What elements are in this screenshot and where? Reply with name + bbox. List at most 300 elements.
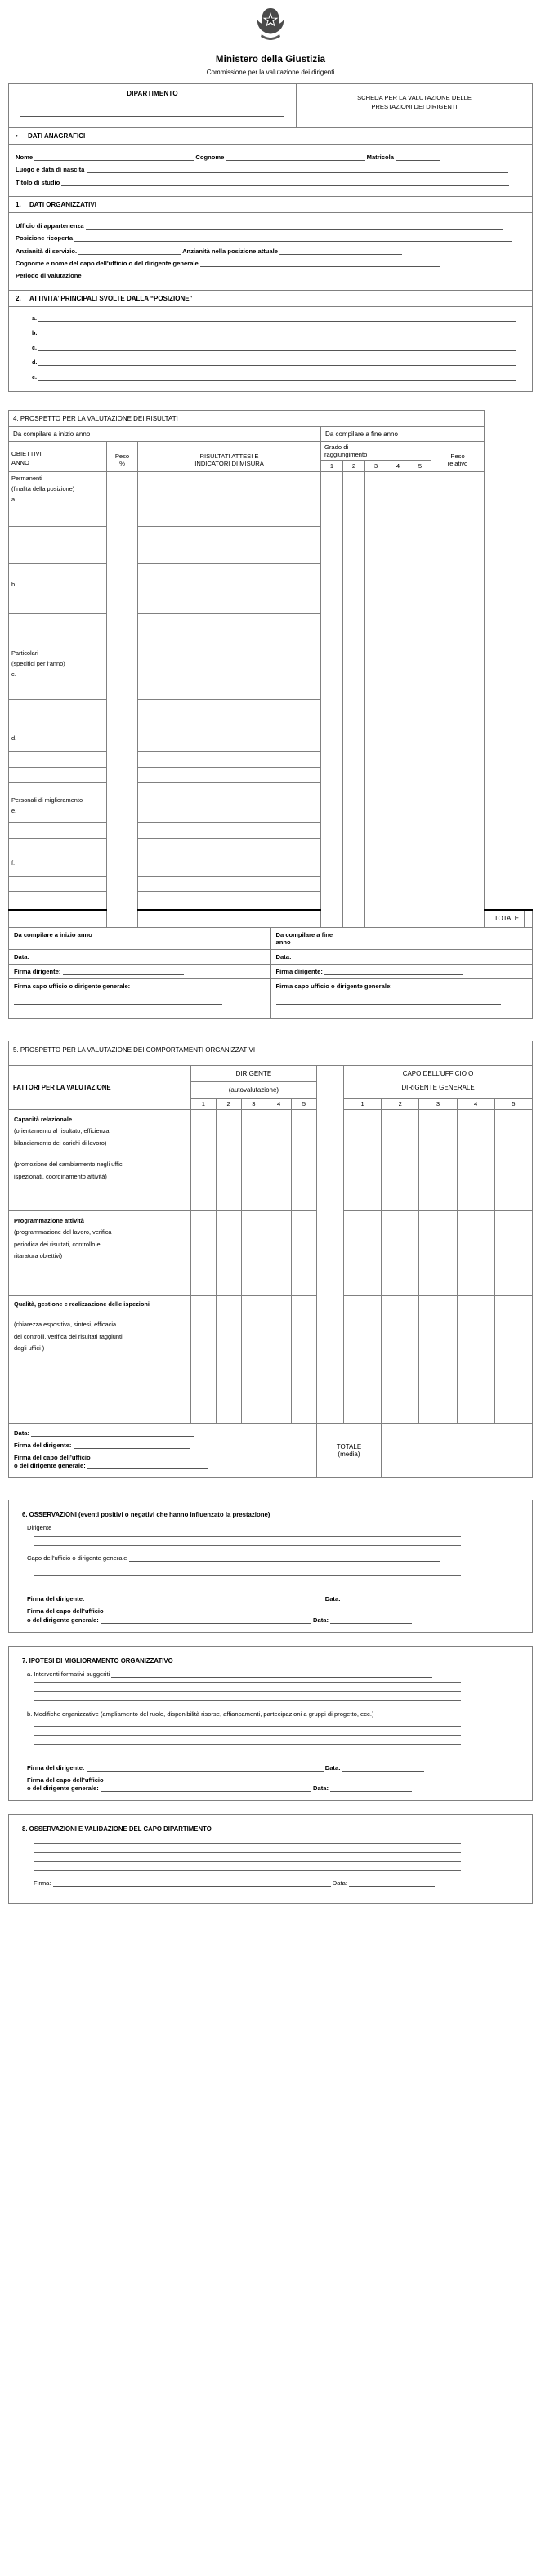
col-obiettivi-line2: ANNO (11, 458, 29, 466)
label-firma-capo-6-line1: Firma del capo dell’ufficio (27, 1607, 104, 1616)
sheet-title-line-1: SCHEDA PER LA VALUTAZIONE DELLE (357, 94, 472, 101)
emblem-container (0, 0, 541, 47)
label-firma-capo-7-line1: Firma del capo dell’ufficio (27, 1776, 104, 1784)
commission-subtitle: Commissione per la valutazione dei dirigenti (206, 69, 335, 76)
objective-sub-e1[interactable] (9, 822, 107, 838)
col-risultati (138, 441, 321, 471)
input-firma-dirigente-right[interactable] (324, 974, 463, 975)
section7-title: 7. IPOTESI DI MIGLIORAMENTO ORGANIZZATIVO (22, 1656, 173, 1665)
scale-cell-5: 5 (409, 460, 431, 471)
section8-title: 8. OSSERVAZIONI E VALIDAZIONE DEL CAPO DIPARTIMENTO (22, 1825, 212, 1834)
group-name-line1: Personali di miglioramento (11, 796, 83, 804)
table-row (9, 1295, 533, 1423)
grado-col-2[interactable] (343, 471, 365, 927)
objective-label-b (9, 563, 107, 599)
scale-cell-4: 4 (387, 460, 409, 471)
col-obiettivi-line2-wrap (11, 459, 104, 466)
scale-cell-3: 3 (365, 460, 387, 471)
row-luogo-data-nascita (16, 167, 525, 173)
risultati-cell-c[interactable] (138, 613, 321, 699)
input-firma-capo-5[interactable] (87, 1468, 208, 1469)
col-capo-line2: DIRIGENTE GENERALE (401, 1084, 475, 1092)
score-dir-0-5[interactable] (292, 1109, 317, 1210)
input-attivita-c[interactable] (38, 350, 516, 351)
input-capo-6-line3[interactable] (34, 1575, 461, 1576)
score-capo-2-3[interactable] (419, 1295, 457, 1423)
capo-scale-3: 3 (419, 1098, 457, 1109)
section4-signature-table (8, 928, 533, 1019)
band-end-label: Da compilare a fine anno (321, 426, 485, 441)
section8-body (9, 1815, 532, 1903)
input-data-5[interactable] (31, 1436, 194, 1437)
group-name-line2: (specifici per l’anno) (11, 659, 65, 667)
factor-desc-1-0: (programmazione del lavoro, verifica (14, 1228, 112, 1237)
peso-relativo-column-cell[interactable] (431, 471, 485, 927)
firma-dirigente-row (9, 964, 533, 978)
col-capo-line1: CAPO DELL’UFFICIO O (402, 1070, 474, 1078)
row-capo-ufficio (16, 261, 525, 267)
label-anzianita-servizio: Anzianità di servizio. (16, 247, 78, 255)
scale-cell-2: 2 (343, 460, 365, 471)
input-item-a-7[interactable] (111, 1677, 432, 1678)
risultati-sub-f1[interactable] (138, 876, 321, 891)
score-dir-0-2[interactable] (216, 1109, 241, 1210)
footer-end-spacer (391, 928, 532, 950)
scale-cell-1: 1 (321, 460, 343, 471)
score-capo-0-3[interactable] (419, 1109, 457, 1210)
row-nome-cognome-matricola (16, 154, 525, 161)
section5-signature-cell (9, 1423, 317, 1478)
col-grado (321, 441, 431, 460)
label-capo-ufficio: Cognome e nome del capo dell'ufficio o del dirigente generale (16, 260, 199, 268)
attivita-letter: c. (32, 343, 37, 351)
objective-sub-f1[interactable] (9, 876, 107, 891)
score-capo-0-4[interactable] (457, 1109, 494, 1210)
row-firma-8 (34, 1879, 524, 1887)
score-dir-2-1[interactable] (191, 1295, 217, 1423)
section5-totale-label (316, 1423, 381, 1478)
input-capo-6[interactable] (129, 1561, 440, 1562)
label-firma-capo-6-line2: o del dirigente generale: (27, 1616, 99, 1624)
factor-name-2: Qualità, gestione e realizzazione delle ispezioni (14, 1299, 150, 1308)
list-item (32, 329, 525, 336)
score-capo-0-2[interactable] (382, 1109, 419, 1210)
score-dir-0-3[interactable] (241, 1109, 266, 1210)
score-dir-2-4[interactable] (266, 1295, 292, 1423)
grado-col-4[interactable] (387, 471, 409, 927)
emblem-repubblica-italiana-icon (254, 7, 287, 47)
section-anagrafici-header (9, 127, 532, 144)
row-firma-dirigente-7 (27, 1764, 524, 1772)
label-firma-dirigente-6: Firma del dirigente: (27, 1595, 85, 1603)
factor-desc-0-4: ispezionati, coordinamento attività) (14, 1172, 107, 1180)
capo-scale-1: 1 (344, 1098, 382, 1109)
score-dir-1-4[interactable] (266, 1210, 292, 1295)
risultati-sub-d1[interactable] (138, 751, 321, 767)
col-dirigente: DIRIGENTE (191, 1065, 317, 1081)
grado-col-1[interactable] (321, 471, 343, 927)
totale-media-line2: (media) (338, 1451, 360, 1458)
col-peso-rel-line1: Peso (450, 452, 465, 460)
section5-footer-row (9, 1423, 533, 1478)
footer-firma-capo-right (270, 978, 533, 1018)
risultati-cell-b[interactable] (138, 563, 321, 599)
totale-spacer (9, 910, 321, 928)
factor-gap-2 (14, 1308, 186, 1319)
input-firma-capo-left[interactable] (14, 1004, 222, 1005)
list-item (32, 344, 525, 351)
col-obiettivi-line1: OBIETTIVI (11, 449, 42, 457)
data-row (9, 949, 533, 964)
factor-desc-0-2 (14, 1149, 186, 1159)
department-cell (9, 84, 297, 127)
section-anagrafici-title: DATI ANAGRAFICI (28, 132, 86, 140)
group-name-line1: Permanenti (11, 474, 42, 482)
bullet-marker: • (16, 132, 18, 140)
label-luogo-data-nascita: Luogo e data di nascita (16, 166, 85, 174)
section-attivita-number: 2. (16, 294, 21, 302)
label-cognome: Cognome (195, 154, 225, 161)
label-firma-dirigente-left: Firma dirigente: (14, 967, 61, 975)
objective-label-f (9, 838, 107, 876)
score-dir-1-5[interactable] (292, 1210, 317, 1295)
attivita-letter: b. (32, 328, 38, 336)
risultati-sub-b1[interactable] (138, 599, 321, 613)
row-data-5 (14, 1429, 311, 1437)
totale-media-line1: TOTALE (336, 1443, 362, 1451)
risultati-sub-a1[interactable] (138, 526, 321, 541)
row-dirigente-6 (27, 1524, 524, 1531)
row-firma-dirigente-6 (27, 1595, 524, 1602)
score-capo-0-5[interactable] (494, 1109, 532, 1210)
department-header-row (9, 84, 532, 127)
organizzativi-fields (9, 212, 532, 290)
dir-scale-4: 4 (266, 1098, 292, 1109)
risultati-cell-a[interactable] (138, 471, 321, 526)
grado-col-5[interactable] (409, 471, 431, 927)
row-firma-dirigente-5 (14, 1442, 311, 1449)
input-section8-line1[interactable] (34, 1843, 461, 1844)
risultati-cell-d[interactable] (138, 715, 321, 751)
department-label: DIPARTIMENTO (127, 90, 178, 97)
factor-desc-0-1: bilanciamento dei carichi di lavoro) (14, 1139, 107, 1147)
section5-title: 5. PROSPETTO PER LA VALUTAZIONE DEI COMPORTAMENTI ORGANIZZATIVI (9, 1041, 533, 1065)
objective-sub-c1[interactable] (9, 699, 107, 715)
input-item-a-7-line3[interactable] (34, 1691, 461, 1692)
footer-data-left (9, 949, 271, 964)
footer-firma-dir-right (270, 964, 533, 978)
section-attivita-header (9, 290, 532, 306)
input-firma-capo-7[interactable] (101, 1791, 311, 1792)
score-dir-1-1[interactable] (191, 1210, 217, 1295)
group-letter: e. (11, 806, 17, 814)
input-section8-line2[interactable] (34, 1852, 461, 1853)
row-item-a-7 (27, 1670, 524, 1678)
footer-data-right (270, 949, 533, 964)
department-line-2[interactable] (20, 116, 284, 117)
signature-band-row (9, 928, 533, 950)
footer-start-label: Da compilare a inizio anno (9, 928, 271, 950)
factor-desc-0-0: (orientamento al risultato, efficienza, (14, 1127, 111, 1135)
score-dir-2-2[interactable] (216, 1295, 241, 1423)
input-item-b-7-line3[interactable] (34, 1744, 461, 1745)
factor-name-1: Programmazione attività (14, 1216, 84, 1224)
objective-label-c (9, 613, 107, 699)
score-dir-1-3[interactable] (241, 1210, 266, 1295)
score-capo-2-1[interactable] (344, 1295, 382, 1423)
input-firma-dirigente-5[interactable] (74, 1448, 190, 1449)
label-data-7b: Data: (313, 1785, 329, 1792)
input-titolo-studio[interactable] (61, 185, 509, 186)
section4-title: 4. PROSPETTO PER LA VALUTAZIONE DEI RISULTATI (9, 410, 485, 426)
score-capo-1-5[interactable] (494, 1210, 532, 1295)
dir-scale-1: 1 (191, 1098, 217, 1109)
group-letter: d. (11, 733, 17, 742)
col-separator (316, 1065, 343, 1109)
label-data-left: Data: (14, 952, 29, 960)
label-firma-capo-5-line2: o del dirigente generale: (14, 1462, 86, 1469)
input-item-a-7-line4[interactable] (34, 1700, 461, 1701)
score-capo-2-5[interactable] (494, 1295, 532, 1423)
input-capo-ufficio[interactable] (200, 266, 440, 267)
input-section8-line3[interactable] (34, 1861, 461, 1862)
section4-title-row (9, 410, 533, 426)
label-firma-capo-6-line2-wrap (27, 1616, 524, 1624)
section5-totale-value[interactable] (382, 1423, 533, 1478)
objective-sub-a1[interactable] (9, 526, 107, 541)
label-data-8: Data: (332, 1879, 347, 1887)
group-name-line1: Particolari (11, 648, 38, 657)
band-start-label: Da compilare a inizio anno (9, 426, 321, 441)
factor-desc-0-3: (promozione del cambiamento negli uffici (14, 1161, 124, 1169)
footer-end-label (270, 928, 391, 950)
group-letter: a. (11, 495, 17, 503)
group-letter: c. (11, 670, 16, 678)
input-attivita-d[interactable] (38, 365, 516, 366)
factor-cell-2 (9, 1295, 191, 1423)
score-capo-2-2[interactable] (382, 1295, 419, 1423)
capo-scale-5: 5 (494, 1098, 532, 1109)
score-capo-1-1[interactable] (344, 1210, 382, 1295)
objective-label-e (9, 782, 107, 822)
score-dir-0-1[interactable] (191, 1109, 217, 1210)
label-data-7a: Data: (324, 1763, 341, 1772)
label-firma-8: Firma: (34, 1879, 51, 1887)
risultati-cell-e[interactable] (138, 782, 321, 822)
label-anzianita-posizione: Anzianità nella posizione attuale (182, 247, 278, 255)
label-titolo-studio: Titolo di studio (16, 178, 60, 186)
sheet-title-line-2: PRESTAZIONI DEI DIRIGENTI (371, 103, 458, 110)
input-ufficio[interactable] (86, 229, 503, 230)
col-obiettivi (9, 441, 107, 471)
col-peso (107, 441, 138, 471)
label-firma-dirigente-7: Firma del dirigente: (27, 1763, 85, 1772)
objective-sub-a2[interactable] (9, 541, 107, 563)
section5-title-row (9, 1041, 533, 1065)
list-item (32, 314, 525, 322)
col-grado-line1: Grado di (324, 443, 349, 451)
section6-title: 6. OSSERVAZIONI (eventi positivi o negativi che hanno influenzato la prestazione) (22, 1511, 270, 1519)
col-grado-line2: raggiungimento (324, 450, 368, 458)
section7-frame (8, 1646, 533, 1802)
input-attivita-a[interactable] (38, 321, 516, 322)
factor-name-0: Capacità relazionale (14, 1115, 73, 1123)
score-capo-1-3[interactable] (419, 1210, 457, 1295)
label-dirigente-6: Dirigente (27, 1524, 52, 1532)
section-organizzativi-number: 1. (16, 201, 21, 209)
input-cognome[interactable] (226, 160, 365, 161)
attivita-letter: d. (32, 358, 38, 366)
input-firma-dirigente-7[interactable] (87, 1771, 324, 1772)
list-item (32, 373, 525, 381)
label-firma-capo-right: Firma capo ufficio o dirigente generale: (275, 982, 392, 990)
factor-desc-2-2: dagli uffici ) (14, 1344, 45, 1353)
section6-frame (8, 1500, 533, 1633)
label-posizione: Posizione ricoperta (16, 234, 74, 243)
anagrafici-fields (9, 144, 532, 196)
score-dir-1-2[interactable] (216, 1210, 241, 1295)
section4-container (8, 410, 533, 1019)
col-peso-line1: Peso (114, 452, 130, 460)
dir-scale-2: 2 (216, 1098, 241, 1109)
capo-scale-4: 4 (457, 1098, 494, 1109)
label-firma-capo-7-line2: o del dirigente generale: (27, 1785, 99, 1792)
score-capo-1-2[interactable] (382, 1210, 419, 1295)
label-periodo: Periodo di valutazione (16, 272, 82, 280)
label-data-5: Data: (14, 1428, 29, 1437)
dir-scale-5: 5 (292, 1098, 317, 1109)
input-firma-capo-6[interactable] (101, 1623, 311, 1624)
input-posizione[interactable] (74, 241, 512, 242)
input-data-8[interactable] (349, 1886, 435, 1887)
factor-desc-2-0: (chiarezza espositiva, sintesi, efficacia (14, 1321, 117, 1329)
input-section8-line4[interactable] (34, 1870, 461, 1871)
label-firma-dirigente-5: Firma del dirigente: (14, 1441, 72, 1449)
section4-band-row (9, 426, 533, 441)
objective-label-d (9, 715, 107, 751)
risultati-sub-d2[interactable] (138, 767, 321, 782)
input-firma-capo-right[interactable] (276, 1004, 501, 1005)
score-capo-0-1[interactable] (344, 1109, 382, 1210)
row-ufficio (16, 223, 525, 230)
section7-body (9, 1647, 532, 1801)
input-item-b-7-line2[interactable] (34, 1735, 461, 1736)
label-item-b-7: b. Modifiche organizzative (ampliamento del ruolo, disponibilità risorse, affiancamenti, partecipazioni a gruppi di progetto, ecc.) (27, 1709, 374, 1718)
totale-value[interactable] (525, 910, 533, 928)
row-firma-capo-5 (14, 1454, 311, 1471)
footer-firma-capo-left (9, 978, 271, 1018)
input-dirigente-6-line3[interactable] (34, 1545, 461, 1546)
input-matricola[interactable] (396, 160, 440, 161)
label-matricola: Matricola (366, 154, 394, 161)
factor-desc-1-2: ritaratura obiettivi) (14, 1252, 63, 1260)
footer-end-line2: anno (275, 938, 291, 946)
factor-desc-1-1: periodica dei risultati, controllo e (14, 1240, 101, 1248)
risultati-cell-f[interactable] (138, 838, 321, 876)
row-firma-capo-7 (27, 1776, 524, 1794)
input-item-b-7-line1[interactable] (34, 1726, 461, 1727)
col-capo-ufficio (344, 1065, 533, 1098)
input-luogo-data-nascita[interactable] (87, 172, 508, 173)
firma-capo-row (9, 978, 533, 1018)
input-data-7b[interactable] (330, 1791, 412, 1792)
group-letter: f. (11, 858, 16, 867)
objective-sub-d2[interactable] (9, 767, 107, 782)
sheet-title-cell (297, 84, 532, 127)
score-dir-2-3[interactable] (241, 1295, 266, 1423)
risultati-sub-f2[interactable] (138, 891, 321, 910)
risultati-sub-c1[interactable] (138, 699, 321, 715)
objective-sub-b1[interactable] (9, 599, 107, 613)
objective-sub-d1[interactable] (9, 751, 107, 767)
capo-scale-2: 2 (382, 1098, 419, 1109)
section5-table (8, 1041, 533, 1479)
label-data-6a: Data: (324, 1595, 341, 1603)
label-firma-capo-5-line2-wrap (14, 1462, 311, 1470)
input-attivita-e[interactable] (38, 380, 516, 381)
label-firma-capo-7-line2-wrap (27, 1785, 524, 1793)
risultati-sub-a2[interactable] (138, 541, 321, 563)
input-item-a-7-line2[interactable] (34, 1682, 461, 1683)
list-item (32, 359, 525, 366)
row-anzianita (16, 248, 525, 255)
section-attivita-title: ATTIVITA’ PRINCIPALI SVOLTE DALLA “POSIZIONE” (29, 294, 193, 302)
input-anzianita-servizio[interactable] (78, 254, 181, 255)
ministry-title: Ministero della Giustizia (215, 55, 326, 65)
score-capo-2-4[interactable] (457, 1295, 494, 1423)
attivita-list (9, 306, 532, 391)
input-data-6b[interactable] (330, 1623, 412, 1624)
score-dir-2-5[interactable] (292, 1295, 317, 1423)
col-peso-rel-line2: relativo (447, 459, 468, 467)
col-peso-relativo (431, 441, 485, 471)
score-capo-1-4[interactable] (457, 1210, 494, 1295)
label-data-right: Data: (275, 952, 292, 960)
input-nome[interactable] (34, 160, 194, 161)
peso-column-cell[interactable] (107, 471, 138, 927)
input-data-7a[interactable] (342, 1771, 424, 1772)
section5-container (8, 1041, 533, 1479)
totale-label: TOTALE (485, 910, 525, 928)
col-risultati-line1: RISULTATI ATTESI E (199, 452, 259, 460)
input-anzianita-posizione[interactable] (279, 254, 402, 255)
table-row (9, 471, 533, 526)
col-peso-line2: % (119, 459, 125, 467)
grado-col-3[interactable] (365, 471, 387, 927)
attivita-letter: e. (32, 372, 37, 381)
objective-label-a (9, 471, 107, 526)
label-nome: Nome (16, 154, 34, 161)
risultati-sub-e1[interactable] (138, 822, 321, 838)
footer-end-line1: Da compilare a fine (275, 930, 333, 938)
input-dirigente-6-line2[interactable] (34, 1536, 461, 1537)
input-firma-dirigente-left[interactable] (63, 974, 184, 975)
row-capo-6 (27, 1554, 524, 1562)
factor-separator-cell (316, 1109, 343, 1423)
objective-sub-f2[interactable] (9, 891, 107, 910)
score-dir-0-4[interactable] (266, 1109, 292, 1210)
group-name-line2: (finalità della posizione) (11, 484, 75, 492)
label-firma-capo-5-line1: Firma del capo dell’ufficio (14, 1453, 91, 1461)
col-autovalutazione: (autovalutazione) (191, 1081, 317, 1098)
section5-head-row-1 (9, 1065, 533, 1081)
group-letter: b. (11, 580, 17, 588)
input-firma-8[interactable] (53, 1886, 331, 1887)
row-firma-capo-6 (27, 1607, 524, 1624)
factor-desc-2-1: dei controlli, verifica dei risultati raggiunti (14, 1332, 123, 1340)
table-row (9, 1109, 533, 1210)
label-item-a-7: a. Interventi formativi suggeriti (27, 1669, 110, 1678)
